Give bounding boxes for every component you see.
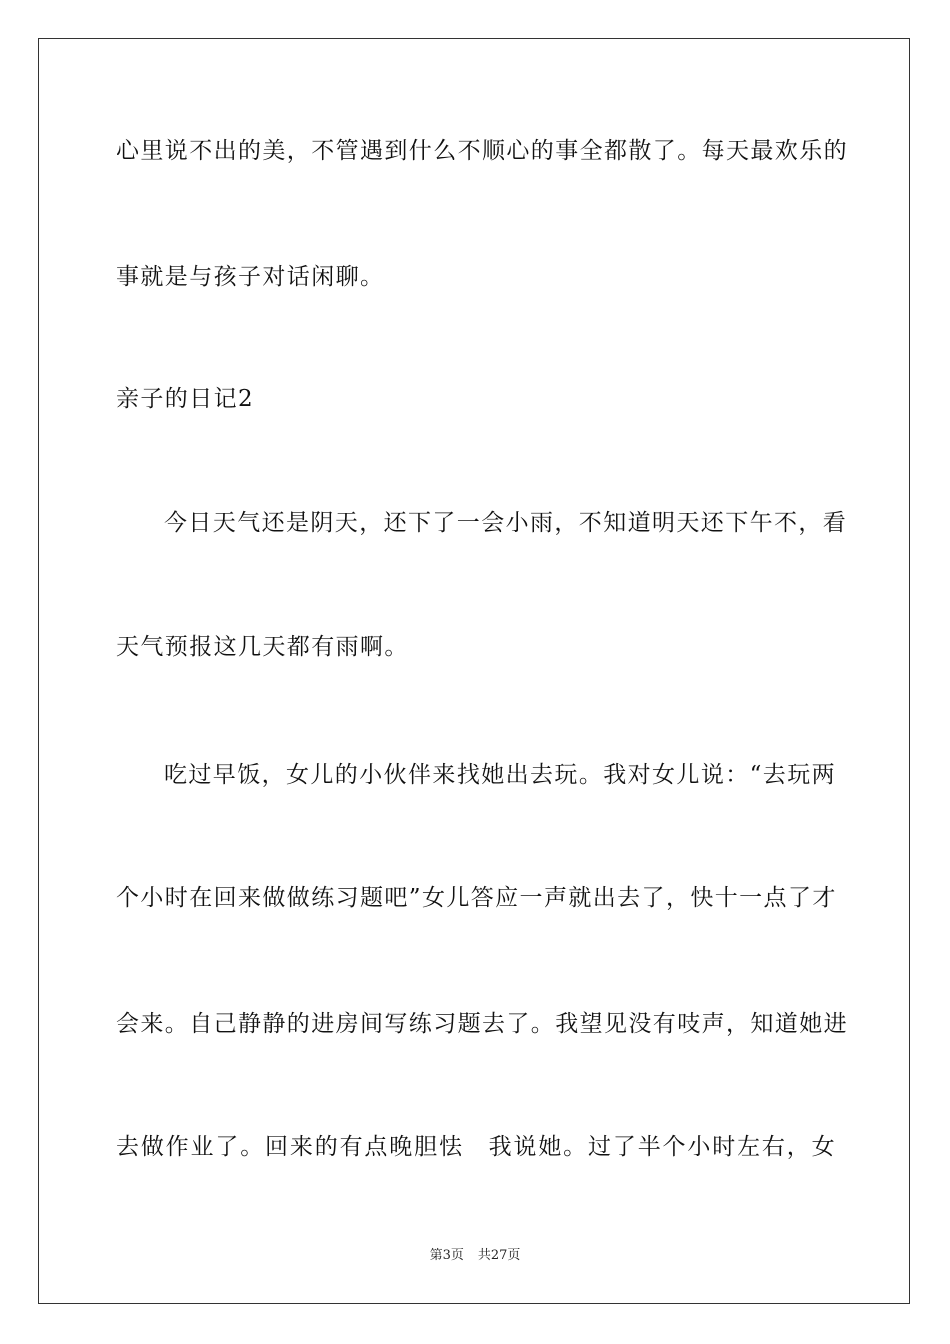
body-text-line: 会来。自己静静的进房间写练习题去了。我望见没有吱声，知道她进 (116, 1011, 848, 1037)
page-footer (0, 1247, 950, 1265)
page-border (38, 38, 910, 1304)
body-text-line: 天气预报这几天都有雨啊。 (116, 634, 409, 660)
page-number: 第3页 (429, 1248, 464, 1263)
body-text-line: 个小时在回来做做练习题吧”女儿答应一声就出去了，快十一点了才 (116, 885, 837, 911)
body-text-line: 事就是与孩子对话闲聊。 (116, 264, 385, 290)
body-text-line: 心里说不出的美，不管遇到什么不顺心的事全都散了。每天最欢乐的 (116, 138, 848, 164)
paragraph-first-line: 今日天气还是阴天，还下了一会小雨，不知道明天还下午不，看 (164, 510, 848, 536)
body-text-line: 去做作业了。回来的有点晚胆怯 我说她。过了半个小时左右，女 (116, 1134, 836, 1160)
page-total: 共27页 (477, 1248, 521, 1263)
section-heading: 亲子的日记2 (116, 386, 255, 412)
paragraph-first-line: 吃过早饭，女儿的小伙伴来找她出去玩。我对女儿说：“去玩两 (164, 762, 836, 788)
